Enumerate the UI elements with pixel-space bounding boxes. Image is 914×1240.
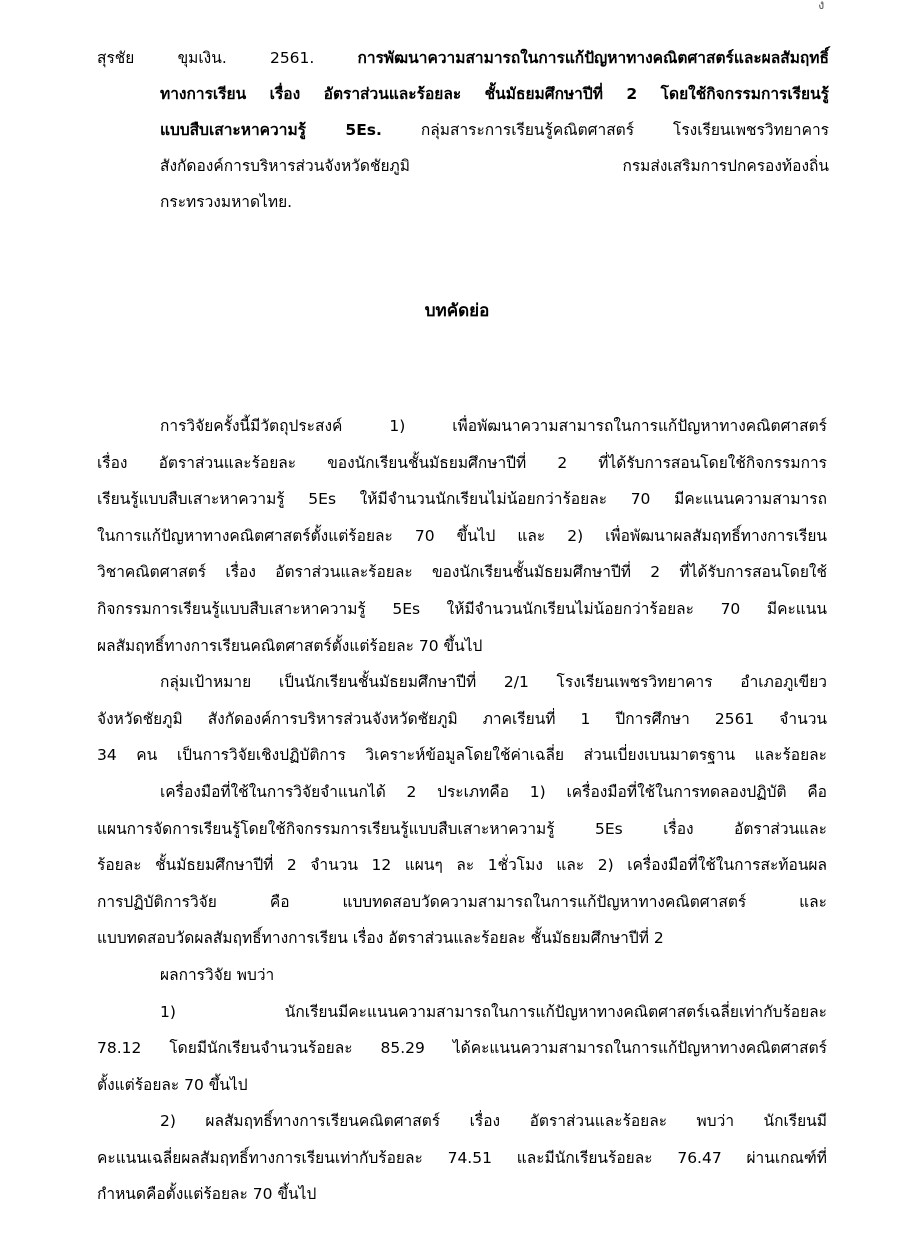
objectives-line: การวิจัยครั้งนี้มีวัตถุประสงค์ 1) เพื่อพัฒนาความสามารถในการแก้ปัญหาทางคณิตศาสตร์ (160, 417, 827, 435)
citation-title-part-2: ทางการเรียน เรื่อง อัตราส่วนและร้อยละ ชั้นมัธยมศึกษาปีที่ 2 โดยใช้กิจกรรมการเรียนรู้ (160, 85, 829, 103)
citation-line-1 (97, 40, 829, 76)
citation-title-part-1: การพัฒนาความสามารถในการแก้ปัญหาทางคณิตศาสตร์และผลสัมฤทธิ์ (357, 49, 829, 67)
citation-ministry: กระทรวงมหาดไทย. (160, 193, 293, 211)
instruments-line: เครื่องมือที่ใช้ในการวิจัยจำแนกได้ 2 ประเภทคือ 1) เครื่องมือที่ใช้ในการทดลองปฏิบัติ คือ (160, 782, 827, 801)
instruments-line: แบบทดสอบวัดผลสัมฤทธิ์ทางการเรียน เรื่อง อัตราส่วนและร้อยละ ชั้นมัธยมศึกษาปีที่ 2 (97, 929, 664, 948)
target-group-line: 34 คน เป็นการวิจัยเชิงปฏิบัติการ วิเคราะห์ข้อมูลโดยใช้ค่าเฉลี่ย ส่วนเบี่ยงเบนมาตรฐาน และร้อยละ (97, 746, 827, 765)
objectives-line: กิจกรรมการเรียนรู้แบบสืบเสาะหาความรู้ 5Es ให้มีจำนวนนักเรียนไม่น้อยกว่าร้อยละ 70 มีคะแนน (97, 599, 827, 618)
page-corner-mark: ง (818, 0, 825, 13)
result-2-line: คะแนนเฉลี่ยผลสัมฤทธิ์ทางการเรียนเท่ากับร้อยละ 74.51 และมีนักเรียนร้อยละ 76.47 ผ่านเกณฑ์ที่ (97, 1148, 827, 1167)
result-1-line: 78.12 โดยมีนักเรียนจำนวนร้อยละ 85.29 ได้คะแนนความสามารถในการแก้ปัญหาทางคณิตศาสตร์ (97, 1039, 827, 1058)
result-1-line: ตั้งแต่ร้อยละ 70 ขึ้นไป (97, 1075, 248, 1094)
objectives-line: ในการแก้ปัญหาทางคณิตศาสตร์ตั้งแต่ร้อยละ 70 ขึ้นไป และ 2) เพื่อพัฒนาผลสัมฤทธิ์ทางการเรียน (97, 526, 827, 545)
objectives-line: วิชาคณิตศาสตร์ เรื่อง อัตราส่วนและร้อยละ ของนักเรียนชั้นมัธยมศึกษาปีที่ 2 ที่ได้รับการสอนโดยใช้ (97, 563, 827, 582)
abstract-title: บทคัดย่อ (424, 301, 490, 321)
target-group-line: จังหวัดชัยภูมิ สังกัดองค์การบริหารส่วนจังหวัดชัยภูมิ ภาคเรียนที่ 1 ปีการศึกษา 2561 จำนวน (97, 709, 827, 728)
citation-author-year: สุรชัย ขุมเงิน. 2561. (97, 49, 358, 67)
result-2-line: กำหนดคือตั้งแต่ร้อยละ 70 ขึ้นไป (97, 1185, 317, 1204)
objectives-line: เรียนรู้แบบสืบเสาะหาความรู้ 5Es ให้มีจำนวนนักเรียนไม่น้อยกว่าร้อยละ 70 มีคะแนนความสามารถ (97, 490, 827, 509)
citation-affiliation: สังกัดองค์การบริหารส่วนจังหวัดชัยภูมิ กรมส่งเสริมการปกครองท้องถิ่น (160, 157, 829, 175)
result-2-line: 2) ผลสัมฤทธิ์ทางการเรียนคณิตศาสตร์ เรื่อง อัตราส่วนและร้อยละ พบว่า นักเรียนมี (160, 1112, 827, 1131)
citation-line-3 (97, 112, 829, 148)
objectives-line: ผลสัมฤทธิ์ทางการเรียนคณิตศาสตร์ตั้งแต่ร้อยละ 70 ขึ้นไป (97, 636, 483, 655)
citation-department: กลุ่มสาระการเรียนรู้คณิตศาสตร์ โรงเรียนเพชรวิทยาคาร (381, 121, 829, 139)
objectives-line: เรื่อง อัตราส่วนและร้อยละ ของนักเรียนชั้นมัธยมศึกษาปีที่ 2 ที่ได้รับการสอนโดยใช้กิจกรรมการ (97, 453, 827, 472)
citation-title-part-3: แบบสืบเสาะหาความรู้ 5Es. (160, 121, 382, 139)
citation-block (97, 40, 829, 220)
target-group-line: กลุ่มเป้าหมาย เป็นนักเรียนชั้นมัธยมศึกษาปีที่ 2/1 โรงเรียนเพชรวิทยาคาร อำเภอภูเขียว (160, 673, 827, 692)
results-heading: ผลการวิจัย พบว่า (160, 965, 275, 984)
result-1-line: 1) นักเรียนมีคะแนนความสามารถในการแก้ปัญหาทางคณิตศาสตร์เฉลี่ยเท่ากับร้อยละ (160, 1002, 827, 1021)
instruments-line: แผนการจัดการเรียนรู้โดยใช้กิจกรรมการเรียนรู้แบบสืบเสาะหาความรู้ 5Es เรื่อง อัตราส่วนและ (97, 819, 827, 838)
instruments-line: ร้อยละ ชั้นมัธยมศึกษาปีที่ 2 จำนวน 12 แผนๆ ละ 1ชั่วโมง และ 2) เครื่องมือที่ใช้ในการสะท้อนผล (97, 856, 827, 875)
instruments-line: การปฏิบัติการวิจัย คือ แบบทดสอบวัดความสามารถในการแก้ปัญหาทางคณิตศาสตร์ และ (97, 892, 827, 911)
abstract-body (97, 408, 827, 1213)
